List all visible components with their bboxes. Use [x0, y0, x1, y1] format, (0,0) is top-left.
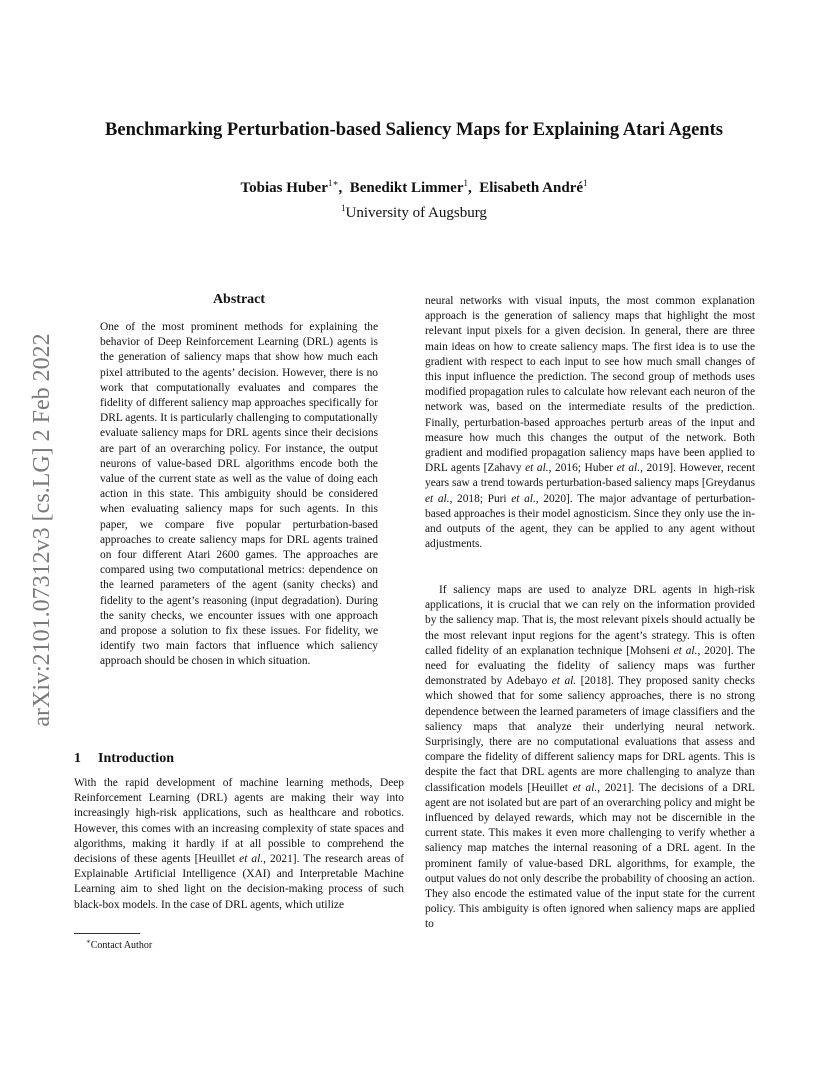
footnote-mark: ∗ [86, 937, 91, 946]
text-run: , 2021]. The research areas of Explainable Artificial Intelligence (XAI) and Interpretable Machine Learning aim to shed light on the decision-making process of such black-box models. In the case of DRL agents, which utilize [74, 853, 404, 911]
section-heading [74, 750, 404, 768]
text-run: , 2018; Puri [449, 492, 512, 505]
intro-paragraph [425, 294, 755, 552]
text-run: , 2020]. The major advantage of perturbation-based approaches is their model agnosticism. Since they only use the in- and outputs of the agent, they can be applied to any agent without adjustments. [425, 492, 756, 551]
citation-etal: et al. [551, 675, 577, 688]
text-run: With the rapid development of machine learning methods, Deep Reinforcement Learning (DRL) agents are making their way into increasingly high-risk applications, such as healthcare and robotics. However, this comes with an increasing complexity of state spaces and algorithms, making it hardly if at all possible to comprehend the decisions of these agents [Heuillet [74, 777, 404, 866]
author-mark: 1 [463, 178, 468, 188]
section-title: Introduction [98, 751, 174, 766]
author-mark: 1 [583, 178, 588, 188]
author-mark: 1∗ [327, 178, 339, 188]
citation-etal: et al. [525, 462, 549, 475]
author-name: Tobias Huber [240, 180, 328, 196]
text-run: , 2019]. However, recent years saw a trend towards perturbation-based saliency maps [Greydanus [425, 462, 756, 490]
abstract-text: One of the most prominent methods for explaining the behavior of Deep Reinforcement Learning (DRL) agents is the generation of saliency maps that show how much each pixel attributed to the agents’ decision. However, there is no work that computationally evaluates and compares the fidelity of different saliency map approaches specifically for DRL agents. It is particularly challenging to computationally evaluate saliency maps for DRL agents since their decisions are part of an overarching policy. For instance, the output neurons of value-based DRL algorithms encode both the value of the current state as well as the value of doing each action in this state. This ambiguity should be considered when evaluating saliency maps for such agents. In this paper, we compare five popular perturbation-based approaches to create saliency maps for DRL agents trained on four different Atari 2600 games. The approaches are compared using two computational metrics: dependence on the learned parameters of the agent (sanity checks) and fidelity to the agent’s reasoning (input degradation). During the sanity checks, we encounter issues with one approach and propose a solution to fix these issues. For fidelity, we identify two main factors that influence which saliency approach should be chosen in which situation. [100, 321, 378, 668]
author-name: Benedikt Limmer [349, 180, 464, 196]
citation-etal: et al. [673, 644, 698, 657]
text-run: , 2021]. The decisions of a DRL agent are not isolated but are part of an overarching policy and might be influenced by delayed rewards, which may not be discernible in the current state. This makes it even more challenging to verify whether a saliency map matches the internal reasoning of a DRL agent. In the prominent family of value-based DRL algorithms, for example, the output values do not only describe the probability of choosing an action. They also encode the estimated value of the input state for the current policy. This ambiguity is often ignored when saliency maps are applied to [425, 781, 756, 931]
affiliation [60, 203, 768, 223]
affiliation-mark: 1 [341, 203, 346, 213]
text-run: neural networks with visual inputs, the most common explanation approach is the generation of saliency maps that highlight the most relevant input pixels for a given decision. In general, there are three main ideas on how to create saliency maps. The first idea is to use the gradient with respect to each input to see how much small changes of this input influence the prediction. The second group of methods uses modified propagation rules to calculate how relevant each neuron of the network was, based on the intermediate results of the prediction. Finally, perturbation-based approaches perturb areas of the input and measure how much this changes the output of the network. Both gradient and modified propagation saliency maps have been applied to DRL agents [Zahavy [425, 295, 755, 475]
text-run: If saliency maps are used to analyze DRL agents in high-risk applications, it is crucial that we can rely on the information provided by the saliency map. That is, the most relevant pixels should actually be the most relevant input regions for the agent’s strategy. This is often called fidelity of an explanation technique [Mohseni [425, 584, 755, 657]
section-number: 1 [74, 751, 81, 766]
arxiv-stamp: arXiv:2101.07312v3 [cs.LG] 2 Feb 2022 [29, 333, 55, 727]
citation-etal: et al. [239, 853, 264, 866]
abstract-heading: Abstract [212, 292, 266, 307]
text-run: , 2020]. The need for evaluating the fidelity of saliency maps was further demonstrated by Adebayo [425, 644, 756, 688]
citation-etal: et al. [616, 462, 641, 475]
citation-etal: et al. [511, 492, 536, 505]
citation-etal: et al. [425, 492, 450, 505]
citation-etal: et al. [572, 781, 598, 794]
text-run: , 2016; Huber [548, 462, 617, 475]
footnote-text: Contact Author [90, 940, 153, 951]
paper-title: Benchmarking Perturbation-based Saliency Maps for Explaining Atari Agents [105, 120, 723, 140]
footnote [86, 939, 386, 952]
affiliation-name: University of Augsburg [345, 205, 487, 221]
author-name: Elisabeth André [479, 180, 584, 196]
author-list: Tobias Huber$^{1∗}$, Benedikt Limmer$^1$, Elisabeth André$^1$ [240, 178, 588, 196]
intro-paragraph [425, 583, 755, 933]
text-run: [2018]. They proposed sanity checks which showed that for some saliency approaches, there is no strong dependence between the learned parameters of image classifiers and the saliency maps that analyze their underlying neural network. Surprisingly, there are no computational evaluations that assess and compare the fidelity of different saliency maps for DRL agents. This is despite the fact that DRL agents are more challenging to analyze than classification models [Heuillet [425, 675, 755, 794]
footnote-rule [74, 933, 140, 934]
intro-paragraph [74, 776, 404, 913]
